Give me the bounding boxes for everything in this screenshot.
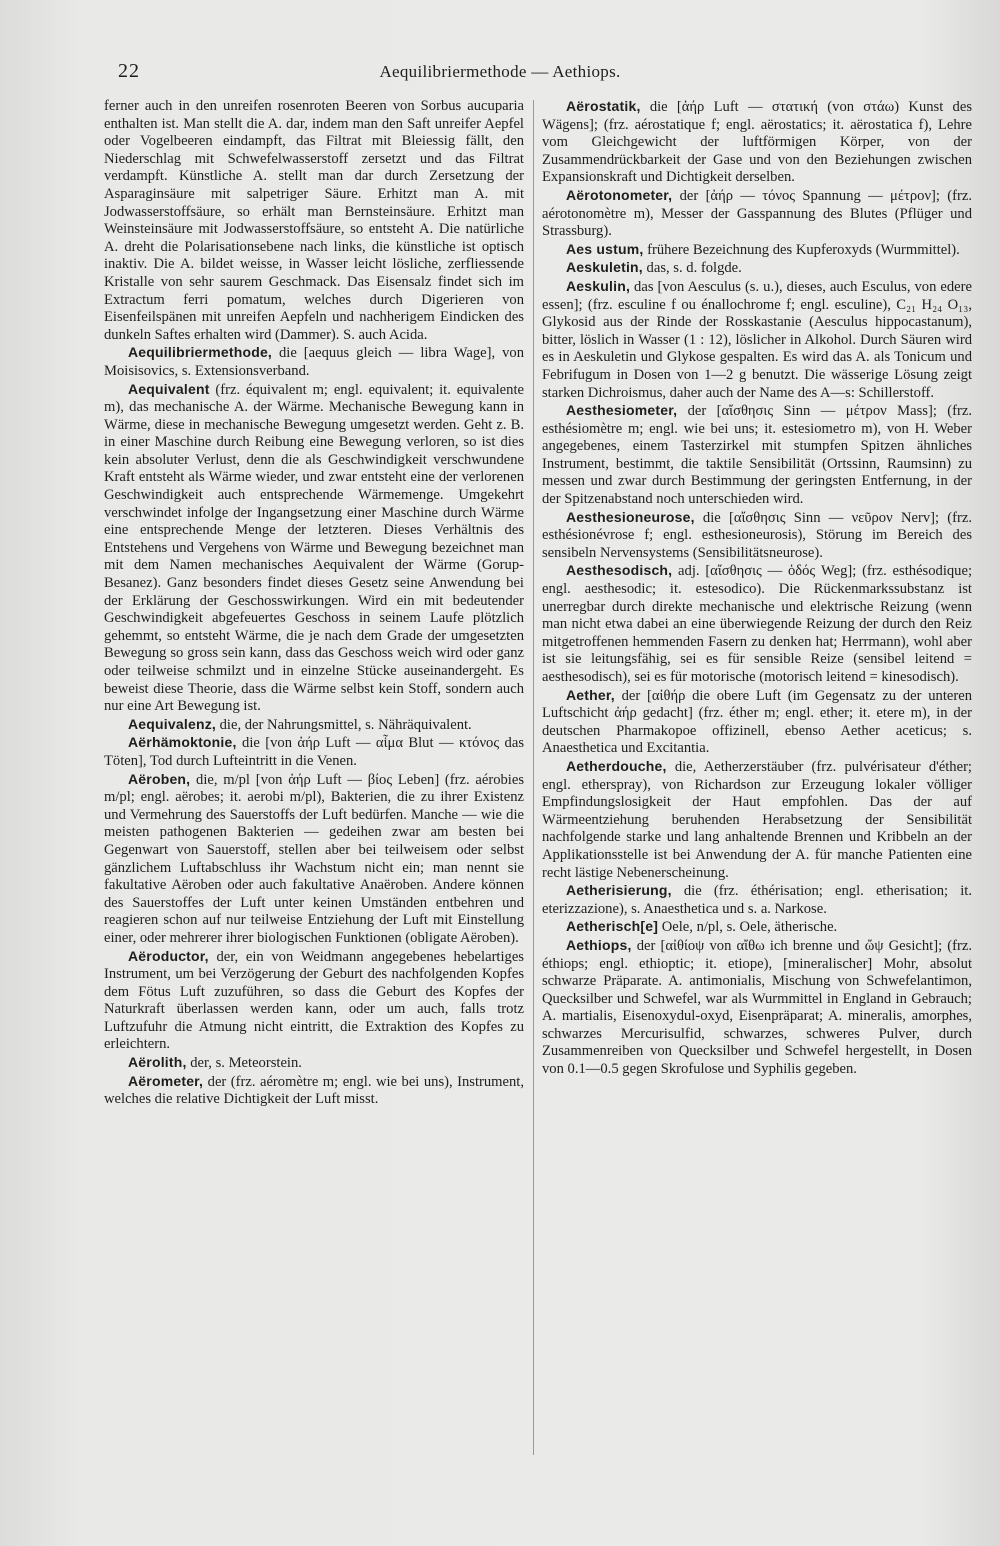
headword: Aetherdouche, <box>566 757 667 774</box>
headword: Aesthesiometer, <box>566 402 678 419</box>
entry-text: die, Aetherzerstäuber (frz. pulvérisateur d'éther; engl. etherspray), von Richardson zur Erzeugung lokaler völliger Empfindungslosigkeit der Haut empfohlen. Das der auf Wärmeentziehung beruhenden Herabsetzung der Sensibilität nachfolgende starke und lang anhaltende Brennen und Kribbeln an der Applikationsstelle ist bei Anwendung der A. für manche Patienten eine recht lästige Nebenerscheinung. <box>542 758 972 881</box>
entry-aequilibriermethode <box>104 344 524 380</box>
entry-text: der [αἰθίοψ von αἴθω ich brenne und ὤψ Gesicht]; (frz. éthiops; engl. ethioptic; it. etiope), [mineralischer] Mohr, absolut schwarze Präparate. A. antimonialis, Mischung von Schwefelantimon, Quecksilber und Schwefel, war als Wurmmittel in England in Gebrauch; A. martialis, Eisenoxydul-oxyd, Eisenpräparat; A. mineralis, amorphes, schwarzes Mercurisulfid, schwarzes, schweres Pulver, durch Zusammenreiben von Quecksilber und Schwefel hergestellt, in Dosen von 0.1—0.5 gegen Skrofulose und Syphilis gegeben. <box>542 937 972 1078</box>
headword: Aërostatik, <box>566 98 641 114</box>
headword: Aequivalent <box>128 380 210 397</box>
entry-text: die (frz. éthérisation; engl. etherisation; it. eterizzazione), s. Anaesthetica und s. a. Narkose. <box>542 883 972 917</box>
entry-aequivalent <box>104 381 524 716</box>
entry-aethiops <box>542 937 972 1079</box>
headword: Aërotonometer, <box>566 186 673 203</box>
entry-text: die [von ἀήρ Luft — αἷμα Blut — κτόνος das Töten], Tod durch Lufteintritt in die Venen. <box>104 735 524 769</box>
entry-aerometer <box>104 1073 524 1109</box>
entry-text: die [αἴσθησις Sinn — νεῦρον Nerv]; (frz. esthésionévrose f; engl. esthesioneurosis), Störung im Bereich des sensibeln Nervensystems (Sensibilitätsneurose). <box>542 509 972 561</box>
entry-text: der [ἀήρ — τόνος Spannung — μέτρον]; (frz. aérotonomètre m), Messer der Gasspannung des Blutes (Pflüger und Strassburg). <box>542 187 972 240</box>
entry-aeskulin <box>542 278 972 402</box>
headword: Aeskuletin, <box>566 259 643 276</box>
entry-text: der [αἰθήρ die obere Luft (im Gegensatz zu der unteren Luftschicht ἀήρ gedacht] (frz. éther m; engl. ether; it. etere m), in der deutschen Pharmakopoe offizinell, ebenso Aether aceticus; s. Anaesthetica und Excitantia. <box>542 687 972 757</box>
entry-aether <box>542 687 972 758</box>
headword: Aesthesioneurose, <box>566 508 695 525</box>
headword: Aërolith, <box>128 1054 187 1071</box>
entry-text: die [ἀήρ Luft — στατική (von στάω) Kunst des Wägens]; (frz. aérostatique f; engl. aërostatics; it. aërostatica f), Lehre vom Gleichgewicht der luftförmigen Körper, von der Zusammendrückbarkeit der Gase und von den Beziehungen zwischen Expansionskraft und Dichtigkeit derselben. <box>542 99 972 186</box>
entry-text: adj. [αἴσθησις — ὁδός Weg]; (frz. esthésodique; engl. aesthesodic; it. estesodico). Die Rückenmarkssubstanz ist unerregbar durch direkte mechanische und elektrische Reizung (wenn man nicht etwa dabei an eine überwiegende Reizung der durch den Reiz mitgetroffenen hemmenden Fasern zu denken hat; Herrmann), wohl aber ist sie leitungsfähig, sei es für sensible Reize (sensibel leitend = aesthesodisch), sei es für motorische (motorisch leitend = kinesodisch). <box>542 563 972 685</box>
headword: Aetherisierung, <box>566 882 672 899</box>
entry-text: (frz. équivalent m; engl. equivalent; it. equivalente m), das mechanische A. der Wärme. Mechanische Bewegung kann in Wärme, diese in mechanische Bewegung umgesetzt werden. Geht z. B. in einer Maschine durch Reibung eine Bewegung verloren, so ist dies kein absoluter Verlust, denn die als Geschwindigkeit verschwundene Kraft entsteht als Wärme wieder, und zwar entsteht eine der verlorenen Geschwindigkeit auch entsprechende Wärmemenge. Umgekehrt verschwindet infolge der Ingangsetzung einer Maschine durch Wärme eine entsprechende Menge der letzteren. Dieses Verhältnis des Entstehens und Vergehens von Wärme und Bewegung bezeichnet man mit dem Namen mechanisches Aequivalent der Wärme (Gorup-Besanez). Ganz besonders findet dieses Gesetz seine Anwendung bei der Erklärung der Geschosswirkungen. Wird ein mit bedeutender Geschwindigkeit abgefeuertes Geschoss in seinem Laufe plötzlich gehemmt, so entsteht Wärme, die je nach dem Grade der umgesetzten Bewegung so gross sein kann, dass das Geschoss weich wird oder ganz oder teilweise schmilzt und in einzelne Stücke auseinandergeht. Es beweist diese Theorie, dass die Wärme selbst kein Stoff, sondern auch nur eine Art Bewegung ist. <box>104 381 524 715</box>
headword: Aeskulin, <box>566 277 631 294</box>
entry-text: der, ein von Weidmann angegebenes hebelartiges Instrument, um bei Verzögerung der Geburt des nachfolgenden Kopfes dem Fötus Luft zuzuführen, so dass die Geburt des Kopfes der Naturkraft überlassen werden kann, oder um auch, falls trotz Luftzufuhr die Atmung nicht eintritt, die Extraktion des Kopfes zu erleichtern. <box>104 948 524 1053</box>
entry-text: das [von Aesculus (s. u.), dieses, auch Esculus, von edere essen]; (frz. esculine f ou énallochrome f; engl. esculine), C₂₁ H₂₄ O₁₃, Glykosid aus der Rinde der Rosskastanie (Aesculus hippocastanum), bitter, löslich in Wasser (1 : 12), löslicher in Alkohol. Durch Säuren wird es in Aeskuletin und Glykose gespalten. Es wird das A. als Tonicum und Febrifugum in Dosen von 1—2 g benutzt. Die wässerige Lösung zeigt starken Dichroismus, daher auch der Name des A—s: Schillerstoff. <box>542 278 972 401</box>
headword: Aetherisch[e] <box>566 918 659 935</box>
entry-text: Oele, n/pl, s. Oele, ätherische. <box>658 919 838 936</box>
entry-text: der (frz. aéromètre m; engl. wie bei uns), Instrument, welches die relative Dichtigkeit der Luft misst. <box>104 1073 524 1108</box>
entry-aerhaemoktonie <box>104 734 524 770</box>
headword: Aethiops, <box>566 936 632 953</box>
headword: Aëroductor, <box>128 947 209 964</box>
left-column <box>104 98 524 1109</box>
entry-aequivalenz <box>104 716 524 735</box>
entry-aeroben <box>104 771 524 948</box>
entry-aetherisierung <box>542 882 972 918</box>
entry-aerostatik <box>542 98 972 187</box>
entry-aesthesioneurose <box>542 509 972 563</box>
headword: Aesthesodisch, <box>566 562 673 579</box>
entry-aetherdouche <box>542 758 972 882</box>
entry-text: ferner auch in den unreifen rosenroten Beeren von Sorbus aucuparia enthalten ist. Man stellt die A. dar, indem man den Saft unreifer Aepfel oder Vogelbeeren eindampft, das Filtrat mit Bleiessig fällt, den Niederschlag mit Schwefelwasserstoff zersetzt und das Filtrat verdampft. Künstliche A. stellt man dar durch Zersetzung der Asparaginsäure mit salpetriger Säure. Erhitzt man A. mit Jodwasserstoffsäure, so erhält man Bernsteinsäure. Erhitzt man Weinsteinsäure mit Jodwasserstoffsäure, so entsteht A. Die natürliche A. dreht die Polarisationsebene nach links, die künstliche ist optisch inaktiv. Die A. bildet weisse, in Wasser leicht lösliche, zerfliessende Kristalle von sehr saurem Geschmack. Das Eisensalz findet sich im Extractum ferri pomatum, welches durch Digerieren von Eisenfeilspänen mit unreifen Aepfeln und nachherigem Eindicken des dunkeln Saftes erhalten wird (Dammer). S. auch Acida. <box>104 98 524 343</box>
entry-text: der, s. Meteorstein. <box>186 1055 302 1072</box>
entry-aesthesiometer <box>542 402 972 509</box>
headword: Aërometer, <box>128 1072 204 1089</box>
entry-text: die, m/pl [von ἀήρ Luft — βίος Leben] (frz. aérobies m/pl; engl. aërobes; it. aerobi m/pl), Bakterien, die zu ihrer Existenz und Vermehrung des Sauerstoffs der Luft bedürfen. Manche — wie die meisten pathogenen Bakterien — gedeihen zwar am besten bei Gegenwart von Sauerstoff, stellen aber bei teilweisem oder selbst gänzlichem Luftabschluss ihr Wachstum nicht ein; man nennt sie fakultative Aëroben oder auch fakultative Anaëroben. Andere können des Sauerstoffes der Luft unter keinen Umständen entbehren und reagieren schon auf nur teilweise Entziehung der Luft mit Einstellung einer, oder mehrerer ihrer biologischen Funktionen (obligate Aëroben). <box>104 771 524 946</box>
column-divider <box>533 100 534 1455</box>
entry-aes-ustum <box>542 241 972 260</box>
entry-text: der [αἴσθησις Sinn — μέτρον Mass]; (frz. esthésiomètre m; engl. wie bei uns; it. estesiometro m), von H. Weber angegebenes, einem Tasterzirkel mit stumpfen Spitzen ähnliches Instrument, bestimmt, die taktile Sensibilität (Ortssinn, Raumsinn) zu messen und zwar durch Bestimmung der geringsten Entfernung, in der der Spitzenabstand noch unterschieden wird. <box>542 403 972 508</box>
entry-aerolith <box>104 1054 524 1073</box>
running-title: Aequilibriermethode — Aethiops. <box>379 62 621 81</box>
right-column <box>542 98 972 1079</box>
entry-text: das, s. d. folgde. <box>642 260 742 277</box>
headword: Aequilibriermethode, <box>128 344 273 361</box>
entry-aeskuletin <box>542 259 972 278</box>
entry-text: die, der Nahrungsmittel, s. Nähräquivalent. <box>215 716 472 733</box>
entry-text: die [aequus gleich — libra Wage], von Moisisovics, s. Extensionsverband. <box>104 345 524 379</box>
page-number: 22 <box>118 60 140 82</box>
entry-aesthesodisch <box>542 562 972 686</box>
entry-aeroductor <box>104 948 524 1055</box>
entry-continuation <box>104 98 524 344</box>
headword: Aether, <box>566 686 615 703</box>
headword: Aërhämoktonie, <box>128 734 237 751</box>
entry-aetherische-oele <box>542 918 972 937</box>
headword: Aëroben, <box>128 770 191 787</box>
entry-aerotonometer <box>542 187 972 241</box>
headword: Aequivalenz, <box>128 715 216 732</box>
headword: Aes ustum, <box>566 240 644 257</box>
entry-text: frühere Bezeichnung des Kupferoxyds (Wurmmittel). <box>643 241 960 258</box>
